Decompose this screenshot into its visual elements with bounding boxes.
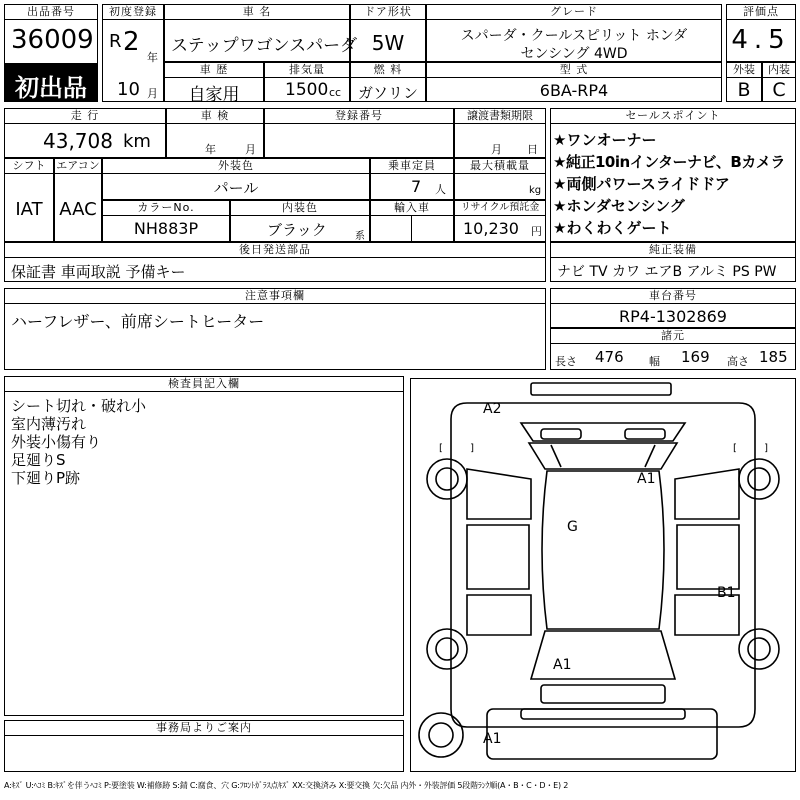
inspector-note: 足廻りS xyxy=(11,451,66,469)
legend: A:ｷｽﾞ U:ﾍｺﾐ B:ｷｽﾞを伴うﾍｺﾐ P:要塗装 W:補修跡 S:錆 C:腐食、穴 G:ﾌﾛﾝﾄｶﾞﾗｽ点ｷｽﾞ XX:交換済み X:要交換 欠:欠品 内外・外装評価 5段階ﾗﾝｸ順(A・B・C・D・E) 2 xyxy=(4,781,569,790)
sales-point: ★純正10inインターナビ、Bカメラ xyxy=(553,153,785,171)
inspector-note: 室内薄汚れ xyxy=(11,415,87,433)
equipment-cell: 純正装備 ナビ TV カワ エアB アルミ PS PW xyxy=(550,242,796,282)
load-cell: 最大積載量 kg xyxy=(454,158,546,200)
sales-point: ★ホンダセンシング xyxy=(553,197,685,215)
car-damage-diagram xyxy=(410,378,796,772)
damage-mark: A1 xyxy=(553,657,572,673)
displacement-cell: 排気量 1500 cc xyxy=(264,62,350,102)
dims-cell: 諸元 長さ 476 幅 169 高さ 185 xyxy=(550,328,796,370)
score: 4.5 xyxy=(731,25,791,55)
shift-cell: シフト IAT xyxy=(4,158,54,242)
transfer-day-unit: 日 xyxy=(527,143,538,156)
mileage-cell: 走 行 43,708 km xyxy=(4,108,166,158)
sales-points-cell: セールスポイント ★ワンオーナー ★純正10inインターナビ、Bカメラ ★両側パワースライドドア ★ホンダセンシング ★わくわくゲート xyxy=(550,108,796,242)
bracket-mark: [ ] xyxy=(733,443,780,454)
first-registration-cell: 初度登録 R 2 年 10 月 xyxy=(102,4,164,102)
lot-number: 36009 xyxy=(11,25,94,55)
color-no-cell: カラーNo. NH883P xyxy=(102,200,230,242)
grade-cell: グレード スパーダ・クールスピリット ホンダ センシング 4WD xyxy=(426,4,722,62)
int-color-cell: 内装色 ブラック 系 xyxy=(230,200,370,242)
model-cell: 型 式 6BA-RP4 xyxy=(426,62,722,102)
damage-mark: G xyxy=(567,519,578,535)
car-outline xyxy=(411,379,795,771)
damage-mark: A2 xyxy=(483,401,502,417)
lot-number-cell xyxy=(4,4,98,64)
damage-mark: A1 xyxy=(483,731,502,747)
plate-cell: 登録番号 xyxy=(264,108,454,158)
sales-point: ★ワンオーナー xyxy=(553,131,657,149)
ext-color-cell: 外装色 パール xyxy=(102,158,370,200)
recycle-cell: リサイクル預託金 10,230 円 xyxy=(454,200,546,242)
inspector-note: 外装小傷有り xyxy=(11,433,102,451)
lot-number-label: 出品番号 xyxy=(4,4,98,20)
capacity-cell: 乗車定員 7 人 xyxy=(370,158,454,200)
damage-mark: A1 xyxy=(637,471,656,487)
inspector-note: 下廻りP跡 xyxy=(11,469,81,487)
car-name-cell: 車 名 ステップワゴンスパーダ xyxy=(164,4,350,62)
int-score-cell: 内装 C xyxy=(762,62,796,102)
inspection-cell: 車 検 年 月 xyxy=(166,108,264,158)
fuel-cell: 燃 料 ガソリン xyxy=(350,62,426,102)
later-parts-cell: 後日発送部品 保証書 車両取説 予備キー xyxy=(4,242,546,282)
damage-mark: B1 xyxy=(717,585,736,601)
inspector-cell: 検査員記入欄 シート切れ・破れ小 室内薄汚れ 外装小傷有り 足廻りS 下廻りP跡 xyxy=(4,376,404,716)
first-listing-badge: 初出品 xyxy=(4,64,98,102)
score-cell: 評価点 4.5 xyxy=(726,4,796,62)
notes-cell: 注意事項欄 ハーフレザー、前席シートヒーター xyxy=(4,288,546,370)
mileage: 43,708 xyxy=(43,129,113,153)
ext-score-cell: 外装 B xyxy=(726,62,762,102)
bracket-mark: [ ] xyxy=(439,443,486,454)
history-cell: 車 歴 自家用 xyxy=(164,62,264,102)
car-name: ステップワゴンスパーダ xyxy=(171,36,358,56)
inspector-note: シート切れ・破れ小 xyxy=(11,397,147,415)
door-cell: ドア形状 5W xyxy=(350,4,426,62)
chassis-cell: 車台番号 RP4-1302869 xyxy=(550,288,796,328)
transfer-cell: 譲渡書類期限 月 日 xyxy=(454,108,546,158)
sales-point: ★両側パワースライドドア xyxy=(553,175,730,193)
import-cell: 輸入車 xyxy=(370,200,454,242)
ac-cell: エアコン AAC xyxy=(54,158,102,242)
sales-point: ★わくわくゲート xyxy=(553,219,672,237)
office-cell: 事務局よりご案内 xyxy=(4,720,404,772)
